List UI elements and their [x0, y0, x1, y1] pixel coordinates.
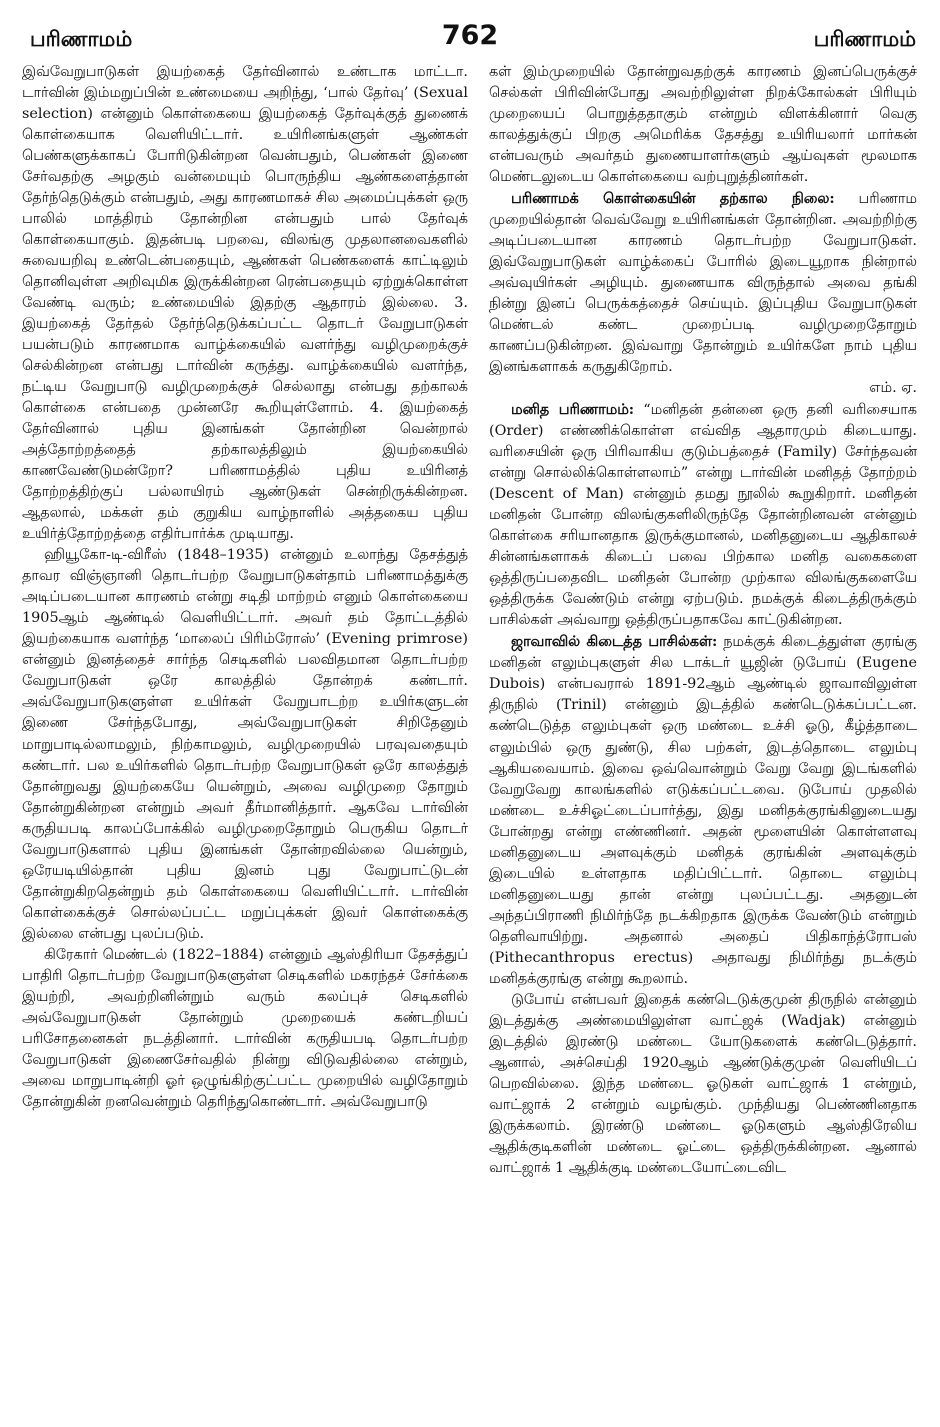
paragraph-de-vries: ஹியூகோ-டி-விரீஸ் (1848–1935) என்னும் உலாந்து தேசத்துத் தாவர விஞ்ஞானி தொடர்பற்ற வேறுபாடுகள்தாம் பரிணாமத்துக்கு அடிப்படையான காரணம் என்று சடிதி மாற்றம் எனும் கொள்கையை 1905ஆம் ஆண்டில் வெளியிட்டார். அவர் தம் தோட்டத்தில் இயற்கையாக வளர்ந்த ‘மாலைப் பிரிம்ரோஸ்’ (Evening primrose) என்னும் இனத்தைச் சார்ந்த செடிகளில் பலவிதமான தொடர்பற்ற வேறுபாடுகள் ஒரே காலத்தில் தோன்றக் கண்டார். அவ்வேறுபாடுகளுள்ள உயிர்கள் வேறுபாடற்ற உயிர்களுடன் இணை சேர்ந்தபோது, அவ்வேறுபாடுகள் சிறிதேனும் மாறுபாடில்லாமலும், நிற்காமலும், வழிமுறையில் பரவுவதையும் கண்டார். பல உயிர்களில் தொடர்பற்ற வேறுபாடுகள் ஒரே காலத்துத் தோன்றுவது இயற்கையே யென்றும், அவை வழிமுறை தோறும் தோன்றுகின்றன என்றும் அவர் தீர்மானித்தார். ஆகவே டார்வின் கருதியபடி காலப்போக்கில் வழிமுறைதோறும் பெருகிய தொடர் வேறுபாடுகளால் புதிய இனங்கள் தோன்றவில்லை யென்றும், ஒரேயடியில்தான் புதிய இனம் புது வேறுபாட்டுடன் தோன்றுகிறதென்றும் தம் கொள்கையை வெளியிட்டார். டார்வின் கொள்கைக்குச் சொல்லப்பட்ட மறுப்புக்கள் இவர் கொள்கைக்கு இல்லை என்பது புலப்படும்.	[22, 547, 468, 942]
paragraph-sexual-selection: இவ்வேறுபாடுகள் இயற்கைத் தேர்வினால் உண்டாக மாட்டா. டார்வின் இம்மறுப்பின் உண்மையை அறிந்து, ‘பால் தேர்வு’ (Sexual selection) என்னும் கொள்கையை இயற்கைத் தேர்வுக்குத் துணைக் கொள்கையாக வெளியிட்டார். உயிரினங்களுள் ஆண்கள் பெண்களுக்காகப் போரிடுகின்றன வென்பதும், பெண்கள் இணை சேர்வதற்கு அழகும் வன்மையும் பொருந்திய ஆண்களைத்தான் தேர்ந்தெடுக்கும் என்பதும், அது காரணமாகச் சில அமைப்புக்கள் ஒரு பாலில் மாத்திரம் தோன்றின என்பதும் பால் தேர்வுக் கொள்கையாகும். இதன்படி பறவை, விலங்கு முதலானவைகளில் சுவையறிவு உண்டென்பதையும், ஆண்கள் பெண்களைக் காட்டிலும் தொனிவுள்ள அறிவுமிக இருக்கின்றன ரென்பதையும் ஏற்றுக்கொள்ள வேண்டி வரும்; உண்மையில் இதற்கு ஆதாரம் இல்லை. 3. இயற்கைத் தேர்தல் தேர்ந்தெடுக்கப்பட்ட தொடர் வேறுபாடுகள் பயன்படும் காரணமாக வாழ்க்கையில் வளர்ந்து வழிமுறைக்குச் செல்கின்றன என்பது டார்வின் கருத்து. வாழ்க்கையில் வளர்ந்த, நட்டிய வேறுபாடு வழிமுறைக்குச் செல்லாது என்பது தற்காலக் கொள்கை என்பதை முன்னரே கூறியுள்ளோம். 4. இயற்கைத் தேர்வினால் புதிய இனங்கள் தோன்றின வென்றால் அத்தோற்றத்தைத் தற்காலத்திலும் இயற்கையில் காணவேண்டுமன்றோ? பரிணாமத்தில் புதிய உயிரினத் தோற்றத்திற்குப் பல்லாயிரம் ஆண்டுகள் சென்றிருக்கின்றன. ஆதலால், மக்கள் தம் குறுகிய வாழ்நாளில் அத்தகைய புதிய உயிர்த்தோற்றத்தை எதிர்பார்க்க முடியாது.	[22, 64, 468, 543]
section-heading-java-fossils: ஜாவாவில் கிடைத்த பாசில்கள்:	[511, 633, 718, 651]
human-evolution-text: “மனிதன் தன்னை ஒரு தனி வரிசையாக (Order) எண்ணிக்கொள்ள எவ்வித ஆதாரமும் கிடையாது. வரிசையின் ஒரு பிரிவாகிய குடும்பத்தைச் (Family) சேர்ந்தவன் என்று சொல்லிக்கொள்ளலாம்” என்று டார்வின் மனிதத் தோற்றம் (Descent of Man) என்னும் தமது நூலில் கூறுகிறார். மனிதன் மனிதன் போன்ற விலங்குகளிலிருந்தே தோன்றினவன் என்னும் கொள்கை சரியானதாக இருக்குமானல், மனிதனுடைய ஆதிகாலச் சின்னங்களாகக் கிடைப் பவை பிற்கால மனித வகைகளை ஒத்திருப்பதைவிட மனிதன் போன்ற முற்கால விலங்குகளையே ஒத்திருக்க வேண்டும் என்று ஏற்படும். நமக்குக் கிடைத்திருக்கும் பாசில்கள் அவ்வாறு ஒத்திருப்பதாகவே காட்டுகின்றன.	[489, 402, 917, 629]
running-head-left: பரிணாமம்	[30, 26, 133, 51]
paragraph-current-status	[489, 188, 917, 378]
section-heading-current-status: பரிணாமக் கொள்கையின் தற்கால நிலை:	[511, 190, 835, 208]
running-head-right: பரிணாமம்	[813, 26, 916, 51]
paragraph-mendel: கிரேகார் மெண்டல் (1822–1884) என்னும் ஆஸ்திரியா தேசத்துப் பாதிரி தொடர்பற்ற வேறுபாடுகளுள்ள செடிகளில் மகரந்தச் சேர்க்கை இயற்றி, அவற்றினின்றும் வரும் கலப்புச் செடிகளில் அவ்வேறுபாடுகள் தோன்றும் முறையைக் கண்டறியப் பரிசோதனைகள் நடத்தினார். டார்வின் கருதியபடி தொடர்பற்ற வேறுபாடுகள் இணைசேர்வதில் நின்று விடுவதில்லை என்றும், அவை மாறுபாடின்றி ஓர் ஒழுங்கிற்குட்பட்ட முறையில் வழிதோறும் தோன்றுகின் றனவென்றும் தெரிந்துகொண்டார். அவ்வேறுபாடு	[22, 946, 468, 1110]
section-heading-human-evolution: மனித பரிணாமம்:	[511, 401, 635, 419]
paragraph-mendel-cont: கள் இம்முறையில் தோன்றுவதற்குக் காரணம் இனப்பெருக்குச் செல்கள் பிரிவின்போது அவற்றிலுள்ள நிறக்கோல்கள் பிரியும் முறையைப் பொறுத்ததாகும் என்றும் விளக்கினார் வெகு காலத்துக்குப் பிறகு அமெரிக்க தேசத்து உயிரியலார் மார்கன் என்பவரும் அவர்தம் துணையாளர்களும் ஆய்வுகள் மூலமாக மெண்டலுடைய கொள்கையை வற்புறுத்தினர்கள்.	[489, 64, 917, 186]
right-column	[489, 62, 917, 1179]
paragraph-human-evolution	[489, 399, 917, 631]
left-column	[22, 62, 468, 1113]
paragraph-wadjak: டுபோய் என்பவர் இதைக் கண்டெடுக்குமுன் திருநில் என்னும் இடத்துக்கு அண்மையிலுள்ள வாட்ஜக் (Wadjak) என்னும் இடத்தில் இரண்டு மண்டை யோடுகளைக் கண்டெடுத்தார். ஆனால், அச்செய்தி 1920ஆம் ஆண்டுக்குமுன் வெளியிடப் பெறவில்லை. இந்த மண்டை ஓடுகள் வாட்ஜாக் 1 என்றும், வாட்ஜாக் 2 என்றும் வழங்கும். முந்தியது பெண்ணினதாக இருக்கலாம். இரண்டு மண்டை ஓடுகளும் ஆஸ்திரேலிய ஆதிக்குடிகளின் மண்டை ஓட்டை ஒத்திருக்கின்றன. ஆனால் வாட்ஜாக் 1 ஆதிக்குடி மண்டையோட்டைவிட	[489, 991, 917, 1176]
current-status-text: பரிணாம முறையில்தான் வெவ்வேறு உயிரினங்கள் தோன்றின. அவற்றிற்கு அடிப்படையான காரணம் தொடர்பற்ற வேறுபாடுகள். இவ்வேறுபாடுகள் வாழ்க்கைப் போரில் இடையூறாக நின்றால் அவ்வுயிர்கள் அழியும். துணையாக விருந்தால் அவை தங்கி நின்று இனப் பெருக்கத்தைச் செய்யும். இப்புதிய வேறுபாடுகள் மெண்டல் கண்ட முறைப்படி வழிமுறைதோறும் காணப்படுகின்றன. இவ்வாறு தோன்றும் உயிர்களே நாம் புதிய இனங்களாகக் கருதுகிறோம்.	[489, 191, 917, 376]
page-number: 762	[441, 20, 499, 51]
java-fossils-text: நமக்குக் கிடைத்துள்ள குரங்கு மனிதன் எலும்புகளுள் சில டாக்டர் யூஜின் டுபோய் (Eugene Dubois) என்பவரால் 1891-92ஆம் ஆண்டில் ஜாவாவிலுள்ள திருநில் (Trinil) என்னும் இடத்தில் கண்டெடுக்கப்பட்டன. கண்டெடுத்த எலும்புகள் ஒரு மண்டை உச்சி ஓடு, கீழ்த்தாடை எலும்பில் ஒரு துண்டு, சில பற்கள், இடத்தொடை எலும்பு ஆகியவையாம். இவை ஒவ்வொன்றும் வேறு வேறு இடங்களில் வேறுவேறு காலங்களில் எடுக்கப்பட்டவை. டுபோய் முதலில் மண்டை உச்சிஓட்டைப்பார்த்து, இது மனிதக்குரங்கினுடையது போன்றது என்று எண்ணினர். அதன் மூளையின் கொள்ளளவு மனிதனுடைய அளவுக்கும் மனிதக் குரங்கின் அளவுக்கும் இடையில் உள்ளதாக மதிப்பிட்டார். தொடை எலும்பு மனிதனுடையது தான் என்று புலப்பட்டது. அதனுடன் அந்தப்பிராணி நிமிர்ந்தே நடக்கிறதாக இருக்க வேண்டும் என்றும் தெளிவாயிற்று. அதனால் அதைப் பிதிகாந்த்ரோபஸ் (Pithecanthropus erectus) அதாவது நிமிர்ந்து நடக்கும் மனிதக்குரங்கு என்று கூறலாம்.	[489, 634, 917, 987]
paragraph-java-fossils	[489, 631, 917, 989]
author-signature: எம். ஏ.	[869, 380, 917, 397]
